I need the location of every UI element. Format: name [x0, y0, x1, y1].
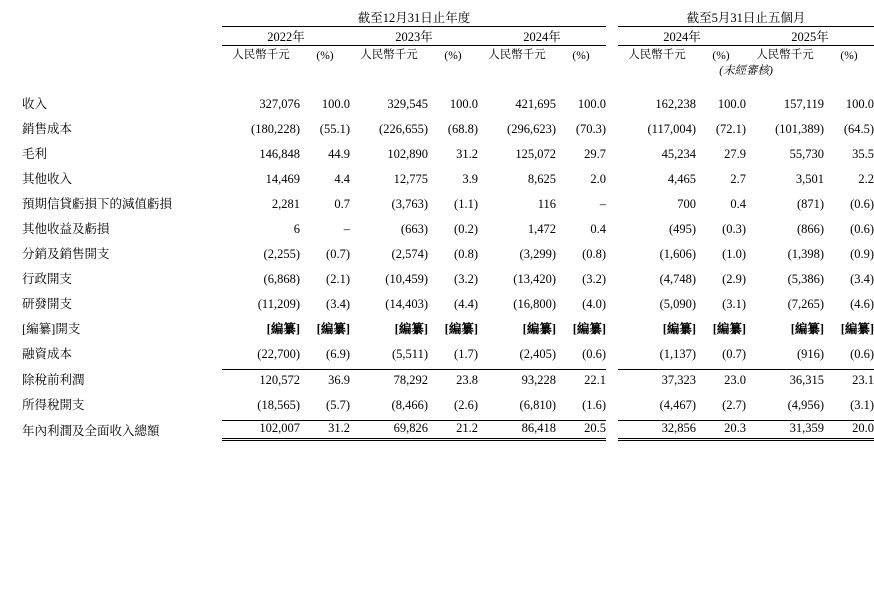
unit-2025-interim: 人民幣千元 [756, 49, 814, 61]
row-spacer [22, 362, 874, 370]
row-value: 0.4 [730, 197, 747, 211]
row-value: (4,467) [659, 397, 697, 412]
table-header [22, 8, 874, 94]
row-spacer-cell [22, 362, 874, 370]
column-gap [606, 119, 618, 137]
row-value: 700 [677, 197, 697, 211]
row-value: (3.4) [326, 297, 350, 311]
row-spacer-cell [22, 187, 874, 194]
row-value: (180,228) [251, 122, 300, 136]
row-value: 22.1 [556, 370, 606, 388]
row-value: 20.3 [696, 420, 746, 439]
header-group-row [22, 8, 874, 27]
row-value: 1,472 [527, 222, 556, 236]
table-row [22, 244, 874, 262]
row-value: (3.1) [850, 397, 874, 412]
row-value: (916) [796, 347, 825, 361]
row-value: (0.6) [850, 222, 874, 236]
row-value: (0.6) [582, 347, 607, 361]
row-value: (495) [668, 222, 697, 236]
row-value: 2.2 [858, 172, 874, 186]
row-value: [編纂] [572, 322, 607, 336]
row-value: (1.6) [582, 397, 607, 412]
column-gap [606, 294, 618, 312]
header-note-gap [606, 62, 618, 78]
row-label: 毛利 [22, 147, 48, 161]
unit-2023: 人民幣千元 [360, 49, 418, 61]
row-value: (3,763) [391, 197, 428, 211]
row-value: 31.2 [456, 147, 478, 161]
row-value: 4.4 [334, 172, 350, 186]
row-value: [編纂] [712, 322, 747, 336]
row-value: [編纂] [316, 322, 350, 336]
row-value: 36,315 [746, 370, 824, 388]
row-value: 45,234 [661, 147, 697, 161]
column-gap [606, 144, 618, 162]
row-value: 23.8 [428, 370, 478, 388]
row-spacer [22, 237, 874, 244]
row-value: 86,418 [478, 420, 556, 439]
row-label: 融資成本 [22, 347, 73, 361]
header-group-gap [606, 8, 618, 27]
column-gap [606, 219, 618, 237]
row-spacer [22, 312, 874, 319]
row-value: 31,359 [746, 420, 824, 439]
row-value: 23.0 [696, 370, 746, 388]
income-statement-table [22, 8, 874, 448]
column-gap [606, 344, 618, 362]
row-value: (6,868) [263, 272, 300, 286]
row-label: 銷售成本 [22, 122, 73, 136]
header-bottom-spacer-row [22, 78, 874, 94]
row-label: [編纂]開支 [22, 322, 81, 336]
row-value: [編纂] [266, 322, 300, 336]
row-value: 29.7 [584, 147, 607, 161]
row-value: 162,238 [655, 97, 697, 111]
header-note-blank [222, 62, 606, 78]
row-value: 20.5 [556, 420, 606, 439]
table-body [22, 94, 874, 448]
row-value: (663) [400, 222, 428, 236]
row-value: (0.6) [850, 197, 874, 211]
row-spacer-cell [22, 137, 874, 144]
row-value: (4.0) [582, 297, 607, 311]
row-value: (0.6) [850, 347, 874, 361]
row-value: 55,730 [789, 147, 825, 161]
row-value: (101,389) [775, 122, 825, 136]
row-value: (0.7) [326, 247, 350, 261]
row-value: 44.9 [328, 147, 350, 161]
row-value: 8,625 [527, 172, 556, 186]
row-value: 2.7 [730, 172, 747, 186]
row-value: 35.5 [852, 147, 874, 161]
table-row [22, 94, 874, 112]
row-label: 收入 [22, 97, 48, 111]
row-spacer [22, 162, 874, 169]
header-year-row [22, 27, 874, 46]
header-year-2022: 2022年 [222, 27, 350, 46]
row-value: (6.9) [326, 347, 350, 361]
header-year-spacer [22, 27, 222, 46]
column-gap [606, 169, 618, 187]
row-label: 預期信貸虧損下的減值虧損 [22, 197, 173, 211]
row-value: (0.8) [582, 247, 607, 261]
row-value: [編纂] [662, 322, 697, 336]
row-value: 4,465 [667, 172, 697, 186]
header-note-spacer [22, 62, 222, 78]
row-spacer-cell [22, 212, 874, 219]
header-unit-spacer [22, 46, 222, 63]
row-value: (64.5) [843, 122, 874, 136]
pct-2025-interim: (%) [840, 50, 858, 62]
row-spacer [22, 287, 874, 294]
row-value: (4,748) [659, 272, 697, 286]
pct-2024: (%) [572, 50, 590, 62]
header-period-2025: 2025年 [746, 27, 874, 46]
row-value: (0.7) [722, 347, 747, 361]
row-value: (22,700) [257, 347, 300, 361]
unit-2024: 人民幣千元 [488, 49, 546, 61]
row-value: 20.0 [824, 420, 874, 439]
row-value: (1,137) [659, 347, 697, 361]
row-value: 3,501 [795, 172, 825, 186]
row-value: 100.0 [845, 97, 874, 111]
row-value: (5,511) [392, 347, 428, 361]
header-group-interim: 截至5月31日止五個月 [618, 8, 874, 27]
row-value: – [343, 222, 350, 236]
column-gap [606, 244, 618, 262]
row-value: (1.0) [722, 247, 747, 261]
row-value: 37,323 [618, 370, 696, 388]
row-value: (2.1) [326, 272, 350, 286]
row-value: (6,810) [519, 397, 556, 412]
row-value: [編纂] [394, 322, 428, 336]
row-value: 100.0 [449, 97, 478, 111]
row-spacer-cell [22, 237, 874, 244]
row-value: (7,265) [787, 297, 825, 311]
header-year-2024: 2024年 [478, 27, 606, 46]
table-row [22, 319, 874, 337]
row-value: (226,655) [379, 122, 428, 136]
row-value: (1.1) [454, 197, 478, 211]
row-value: 125,072 [515, 147, 556, 161]
row-value: (13,420) [513, 272, 556, 286]
table-row [22, 344, 874, 362]
row-value: (55.1) [319, 122, 350, 136]
table-row [22, 395, 874, 413]
row-value: 69,826 [350, 420, 428, 439]
row-spacer [22, 212, 874, 219]
row-value: 31.2 [300, 420, 350, 439]
table-row [22, 370, 874, 388]
row-spacer-cell [22, 413, 874, 421]
row-value: (4.6) [850, 297, 874, 311]
pct-2024-interim: (%) [712, 50, 730, 62]
row-value: (18,565) [257, 397, 300, 412]
row-value: (4.4) [454, 297, 478, 311]
row-spacer-cell [22, 388, 874, 395]
header-bottom-spacer [22, 78, 874, 94]
header-unit-row [22, 46, 874, 63]
row-value: (0.9) [850, 247, 874, 261]
row-spacer [22, 187, 874, 194]
row-value: [編纂] [522, 322, 556, 336]
row-value: (68.8) [447, 122, 478, 136]
row-value: (0.2) [454, 222, 478, 236]
row-value: (2,255) [263, 247, 300, 261]
row-value: [編纂] [790, 322, 825, 336]
table-row [22, 420, 874, 439]
row-value: 0.4 [590, 222, 607, 236]
header-unit-gap [606, 46, 618, 63]
row-value: 100.0 [321, 97, 350, 111]
unit-2024-interim: 人民幣千元 [628, 49, 686, 61]
row-value: 78,292 [350, 370, 428, 388]
pct-2023: (%) [444, 50, 462, 62]
row-value: 102,007 [222, 420, 300, 439]
row-label: 其他收入 [22, 172, 73, 186]
row-label: 年內利潤及全面收入總額 [22, 424, 160, 438]
header-year-gap [606, 27, 618, 46]
row-value: (1,606) [659, 247, 697, 261]
row-label: 所得稅開支 [22, 397, 85, 412]
unit-2022: 人民幣千元 [232, 49, 290, 61]
row-value: 100.0 [577, 97, 607, 111]
row-label: 其他收益及虧損 [22, 222, 110, 236]
row-value: (0.3) [722, 222, 747, 236]
header-note-row [22, 62, 874, 78]
row-label: 分銷及銷售開支 [22, 247, 110, 261]
table-row [22, 194, 874, 212]
row-value: 6 [293, 222, 300, 236]
column-gap [606, 319, 618, 337]
row-spacer [22, 112, 874, 119]
row-value: (3.2) [454, 272, 478, 286]
row-value: – [599, 197, 607, 211]
row-value: (3,299) [519, 247, 556, 261]
row-value: 116 [537, 197, 556, 211]
row-value: 2,281 [271, 197, 300, 211]
unaudited-note: (未經審核) [719, 65, 773, 77]
row-spacer [22, 413, 874, 421]
row-value: (3.1) [722, 297, 747, 311]
row-value: 157,119 [783, 97, 825, 111]
column-gap [606, 269, 618, 287]
row-value: (5,386) [787, 272, 825, 286]
column-gap [606, 420, 618, 439]
row-value: 120,572 [222, 370, 300, 388]
row-spacer-cell [22, 337, 874, 344]
header-group-spacer [22, 8, 222, 27]
row-value: 421,695 [515, 97, 556, 111]
row-value: 0.7 [334, 197, 350, 211]
row-value: (866) [796, 222, 825, 236]
row-value: 327,076 [259, 97, 300, 111]
row-value: (5.7) [326, 397, 350, 412]
column-gap [606, 370, 618, 388]
row-value: 2.0 [590, 172, 607, 186]
row-value: (871) [796, 197, 825, 211]
row-value: (117,004) [647, 122, 697, 136]
row-spacer [22, 262, 874, 269]
row-value: (2.6) [454, 397, 478, 412]
column-gap [606, 194, 618, 212]
row-spacer [22, 137, 874, 144]
row-label: 行政開支 [22, 272, 73, 286]
row-spacer [22, 388, 874, 395]
row-value: 27.9 [724, 147, 747, 161]
row-spacer [22, 439, 874, 448]
row-value: [編纂] [840, 322, 874, 336]
row-value: (70.3) [575, 122, 607, 136]
row-value: (2.9) [722, 272, 747, 286]
row-value: 146,848 [259, 147, 300, 161]
row-value: 14,469 [265, 172, 300, 186]
row-value: (10,459) [385, 272, 428, 286]
header-group-annual: 截至12月31日止年度 [222, 8, 606, 27]
row-value: (1.7) [454, 347, 478, 361]
row-value: (3.2) [582, 272, 607, 286]
row-spacer [22, 337, 874, 344]
row-spacer-cell [22, 312, 874, 319]
row-value: 12,775 [393, 172, 428, 186]
row-label: 除稅前利潤 [22, 372, 85, 387]
row-spacer-cell [22, 162, 874, 169]
row-value: 102,890 [387, 147, 428, 161]
pct-2022: (%) [316, 50, 334, 62]
row-spacer-cell [22, 262, 874, 269]
row-value: (2,405) [519, 347, 556, 361]
table-row [22, 144, 874, 162]
row-value: (2,574) [391, 247, 428, 261]
table-row [22, 119, 874, 137]
table-row [22, 294, 874, 312]
row-value: 36.9 [300, 370, 350, 388]
row-value: 100.0 [717, 97, 747, 111]
row-value: [編纂] [444, 322, 478, 336]
row-value: (1,398) [787, 247, 825, 261]
row-value: 329,545 [387, 97, 428, 111]
row-value: 32,856 [618, 420, 696, 439]
row-spacer-cell [22, 439, 874, 448]
row-value: (4,956) [787, 397, 825, 412]
row-value: (11,209) [257, 297, 300, 311]
row-value: 23.1 [824, 370, 874, 388]
row-value: (14,403) [385, 297, 428, 311]
row-value: 3.9 [462, 172, 478, 186]
header-year-2023: 2023年 [350, 27, 478, 46]
column-gap [606, 94, 618, 112]
row-value: 21.2 [428, 420, 478, 439]
row-value: (3.4) [850, 272, 874, 286]
row-value: 93,228 [478, 370, 556, 388]
table-row [22, 219, 874, 237]
column-gap [606, 395, 618, 413]
row-value: (8,466) [391, 397, 428, 412]
header-period-2024: 2024年 [618, 27, 746, 46]
table-row [22, 169, 874, 187]
table-row [22, 269, 874, 287]
row-value: (5,090) [659, 297, 697, 311]
row-value: (0.8) [454, 247, 478, 261]
row-spacer-cell [22, 287, 874, 294]
row-value: (72.1) [715, 122, 747, 136]
row-value: (2.7) [722, 397, 747, 412]
row-value: (16,800) [513, 297, 556, 311]
row-spacer-cell [22, 112, 874, 119]
row-label: 研發開支 [22, 297, 73, 311]
row-value: (296,623) [507, 122, 556, 136]
